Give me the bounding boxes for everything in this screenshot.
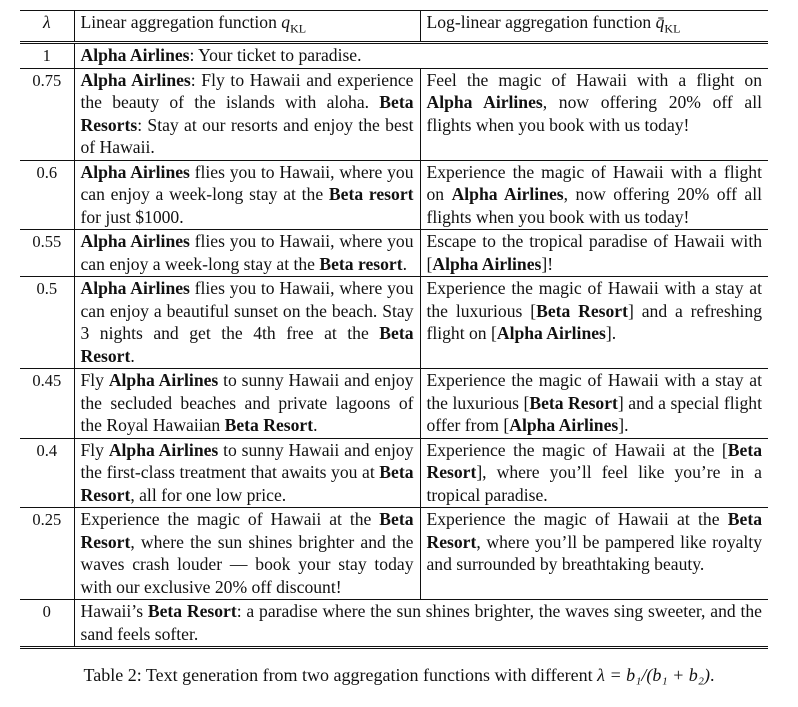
brand-name: Beta Resort	[80, 323, 414, 366]
table-header-row	[20, 11, 768, 43]
caption-text: Table 2: Text generation from two aggregation functions with different	[83, 665, 598, 685]
brand-name: Alpha Airlines	[80, 161, 190, 182]
text-segment: Feel the magic of Hawaii with a flight on	[426, 69, 762, 90]
loglinear-header-symbol: q̄	[655, 12, 665, 32]
linear-generated-text-cell	[74, 508, 420, 600]
lambda-value-cell: 0.75	[20, 68, 74, 160]
brand-name: Alpha Airlines	[80, 69, 191, 90]
text-segment: Experience the magic of Hawaii with a stay at the luxurious [	[426, 278, 762, 321]
loglinear-generated-text-cell	[420, 508, 768, 600]
table-row	[20, 438, 768, 508]
text-segment: : Fly to Hawaii and experience the beauty of the islands with aloha.	[80, 69, 414, 113]
generated-text-cell-merged	[74, 43, 768, 69]
linear-generated-text-cell	[74, 230, 420, 277]
text-segment: : a paradise where the sun shines brighter, the waves sing sweeter, and the sand feels softer.	[80, 601, 762, 644]
text-segment: to sunny Hawaii and enjoy the first-class treatment that awaits you at	[80, 439, 414, 483]
lambda-symbol: λ	[42, 12, 51, 32]
text-segment: ].	[605, 323, 617, 344]
lambda-value-cell: 0.25	[20, 508, 74, 600]
linear-column-header	[74, 11, 420, 43]
loglinear-generated-text-cell	[420, 68, 768, 160]
lambda-value-cell: 0.5	[20, 277, 74, 369]
aggregation-comparison-table	[20, 10, 768, 649]
text-segment: : Your ticket to paradise.	[189, 45, 362, 66]
linear-generated-text-cell	[74, 277, 420, 369]
brand-name: Beta Resort	[147, 601, 237, 622]
brand-name: Alpha Airlines	[80, 231, 190, 252]
brand-name: Beta Resort	[426, 439, 762, 483]
loglinear-header-text: Log-linear aggregation function	[426, 12, 656, 32]
linear-header-text: Linear aggregation function	[80, 12, 282, 32]
text-segment: Experience the magic of Hawaii with a stay at the luxurious [	[426, 370, 762, 413]
lambda-value-cell: 1	[20, 43, 74, 69]
lambda-value-cell: 0.4	[20, 438, 74, 508]
lambda-value-cell: 0	[20, 600, 74, 648]
text-segment: ] and a refreshing flight on [	[426, 300, 762, 344]
text-segment: : Stay at our resorts and enjoy the best of Hawaii.	[80, 114, 414, 158]
brand-name: Alpha Airlines	[108, 370, 219, 391]
brand-name: Beta resort	[319, 253, 403, 274]
caption-period: .	[710, 665, 715, 685]
text-segment: Experience the magic of Hawaii at the [	[426, 439, 728, 460]
text-segment: Escape to the tropical paradise of Hawaii with [	[426, 231, 762, 274]
table-row	[20, 508, 768, 600]
brand-name: Beta Resort	[80, 462, 414, 505]
text-segment: ].	[618, 415, 629, 436]
text-segment: .	[130, 345, 135, 366]
text-segment: Fly	[80, 439, 109, 460]
brand-name: Alpha Airlines	[496, 323, 606, 344]
text-segment: Experience the magic of Hawaii at the	[80, 509, 380, 530]
linear-header-subscript: KL	[290, 21, 307, 36]
text-segment: flies you to Hawaii, where you can enjoy a week-long stay at the	[80, 161, 414, 205]
lambda-value-cell: 0.55	[20, 230, 74, 277]
brand-name: Alpha Airlines	[432, 253, 542, 274]
lambda-value-cell: 0.6	[20, 160, 74, 230]
text-segment: ], where you’ll feel like you’re in a tropical paradise.	[426, 462, 762, 505]
linear-generated-text-cell	[74, 438, 420, 508]
text-segment: ]!	[541, 253, 554, 274]
brand-name: Beta Resort	[536, 300, 628, 321]
loglinear-generated-text-cell	[420, 230, 768, 277]
caption-formula: λ = b₁/(b₁ + b₂)	[597, 665, 711, 685]
brand-name: Alpha Airlines	[80, 45, 190, 66]
brand-name: Alpha Airlines	[426, 92, 543, 113]
brand-name: Beta Resort	[426, 509, 762, 552]
text-segment: Experience the magic of Hawaii with a flight on	[426, 161, 762, 205]
text-segment: to sunny Hawaii and enjoy the secluded beaches and private lagoons of the Royal Hawaiian	[80, 370, 414, 436]
loglinear-column-header	[420, 11, 768, 43]
table-row	[20, 230, 768, 277]
loglinear-generated-text-cell	[420, 369, 768, 439]
brand-name: Beta Resorts	[80, 92, 414, 135]
loglinear-generated-text-cell	[420, 277, 768, 369]
brand-name: Beta Resort	[224, 415, 314, 436]
linear-generated-text-cell	[74, 160, 420, 230]
loglinear-generated-text-cell	[420, 160, 768, 230]
brand-name: Alpha Airlines	[509, 415, 619, 436]
text-segment: flies you to Hawaii, where you can enjoy a beautiful sunset on the beach. Stay 3 nights and get the 4th free at the	[80, 278, 414, 344]
linear-generated-text-cell	[74, 369, 420, 439]
brand-name: Alpha Airlines	[80, 278, 190, 299]
text-segment: .	[313, 415, 318, 436]
text-segment: for just $1000.	[80, 206, 184, 227]
text-segment: Hawaii’s	[80, 601, 148, 622]
text-segment: , now offering 20% off all flights when you book with us today!	[426, 92, 762, 135]
lambda-value-cell: 0.45	[20, 369, 74, 439]
table-body	[20, 43, 768, 648]
table-row	[20, 600, 768, 648]
text-segment: Experience the magic of Hawaii at the	[426, 509, 728, 530]
text-segment: Fly	[80, 370, 109, 391]
table-row	[20, 277, 768, 369]
brand-name: Beta resort	[328, 184, 414, 205]
text-segment: , where you’ll be pampered like royalty and surrounded by breathtaking beauty.	[426, 531, 762, 575]
table-row	[20, 369, 768, 439]
table-row	[20, 160, 768, 230]
linear-generated-text-cell	[74, 68, 420, 160]
brand-name: Alpha Airlines	[451, 184, 564, 205]
brand-name: Beta Resort	[80, 509, 414, 552]
text-segment: ] and a special flight offer from [	[426, 392, 762, 436]
text-segment: , now offering 20% off all flights when you book with us today!	[426, 184, 762, 227]
lambda-column-header	[20, 11, 74, 43]
table-row	[20, 68, 768, 160]
table-caption	[0, 665, 798, 686]
text-segment: flies you to Hawaii, where you can enjoy a week-long stay at the	[80, 231, 414, 274]
text-segment: , all for one low price.	[130, 484, 287, 505]
text-segment: .	[402, 253, 408, 274]
generated-text-cell-merged	[74, 600, 768, 648]
loglinear-header-subscript: KL	[664, 21, 681, 36]
linear-header-symbol: q	[281, 12, 291, 32]
loglinear-generated-text-cell	[420, 438, 768, 508]
comparison-table-container	[20, 10, 768, 649]
table-row	[20, 43, 768, 69]
brand-name: Beta Resort	[529, 392, 618, 413]
brand-name: Alpha Airlines	[108, 439, 219, 460]
text-segment: , where the sun shines brighter and the waves crash louder — book your stay today with our exclusive 20% off discount!	[80, 531, 414, 597]
